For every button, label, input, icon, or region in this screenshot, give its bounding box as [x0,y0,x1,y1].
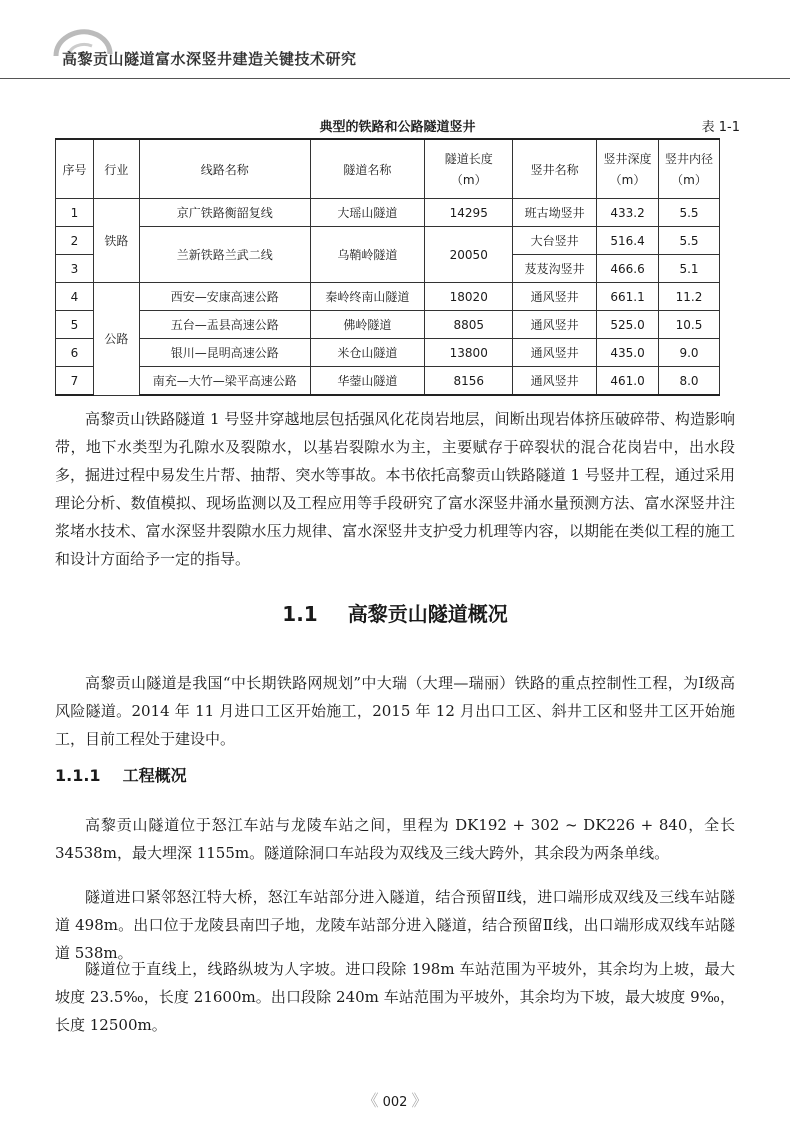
left-ornament-icon: 《 [362,1091,379,1110]
subsection-heading [55,763,187,786]
col-header: 竖井名称 [513,139,597,199]
col-header: 隧道名称 [310,139,425,199]
section-number: 1.1 [282,602,318,626]
table-header-row [56,139,720,199]
col-header: 竖井深度 （m） [597,139,659,199]
page-footer [0,1088,790,1111]
table-title: 典型的铁路和公路隧道竖井 [319,120,476,135]
page-header [0,0,790,80]
table-row: 7 南充—大竹—梁平高速公路 华蓥山隧道 8156 通风竖井 461.0 8.0 [56,367,720,396]
overview-paragraph: 高黎贡山隧道是我国“中长期铁路网规划”中大瑞（大理—瑞丽）铁路的重点控制性工程，为Ⅰ级高风险隧道。2014 年 11 月进口工区开始施工，2015 年 12 月出口工区、斜井工区和竖井工区开始施工，目前工程处于建设中。 [55,674,735,748]
right-ornament-icon: 》 [411,1091,428,1110]
table-caption [55,116,740,136]
table-row: 2 兰新铁路兰武二线 乌鞘岭隧道 20050 大台竖井 516.4 5.5 [56,227,720,255]
table-row: 3 芨芨沟竖井 466.6 5.1 [56,255,720,283]
col-header: 线路名称 [139,139,310,199]
table-row: 6 银川—昆明高速公路 米仓山隧道 13800 通风竖井 435.0 9.0 [56,339,720,367]
body-paragraph: 隧道位于直线上，线路纵坡为人字坡。进口段除 198m 车站范围为平坡外，其余均为上坡，最大坡度 23.5‰，长度 21600m。出口段除 240m 车站范围为平坡外，其余均为下坡，最大坡度 9‰，长度 12500m。 [55,960,735,1034]
col-header: 隧道长度 （m） [425,139,513,199]
table-row: 5 五台—盂县高速公路 佛岭隧道 8805 通风竖井 525.0 10.5 [56,311,720,339]
shaft-table [55,138,720,396]
subsection-title: 工程概况 [122,766,187,785]
industry-rail: 铁路 [93,199,139,283]
intro-paragraph: 高黎贡山铁路隧道 1 号竖井穿越地层包括强风化花岗岩地层，间断出现岩体挤压破碎带、构造影响带，地下水类型为孔隙水及裂隙水，以基岩裂隙水为主，主要赋存于碎裂状的混合花岗岩中，出水段多，掘进过程中易发生片帮、抽帮、突水等事故。本书依托高黎贡山铁路隧道 1 号竖井工程，通过采用理论分析、数值模拟、现场监测以及工程应用等手段研究了富水深竖井涌水量预测方法、富水深竖井注浆堵水技术、富水深竖井裂隙水压力规律、富水深竖井支护受力机理等内容，以期能在类似工程的施工和设计方面给予一定的指导。 [55,410,735,568]
subsection-number: 1.1.1 [55,766,101,785]
header-rule [0,78,790,79]
table-row: 4 公路 西安—安康高速公路 秦岭终南山隧道 18020 通风竖井 661.1 11.2 [56,283,720,311]
section-title: 高黎贡山隧道概况 [347,602,508,626]
body-paragraph: 高黎贡山隧道位于怒江车站与龙陵车站之间，里程为 DK192 + 302 ~ DK226 + 840，全长 34538m，最大埋深 1155m。隧道除洞口车站段为双线及三线大跨外，其余段为两条单线。 [55,816,735,862]
section-heading [0,598,790,627]
running-title: 高黎贡山隧道富水深竖井建造关键技术研究 [62,50,357,68]
body-paragraph: 隧道进口紧邻怒江特大桥，怒江车站部分进入隧道，结合预留Ⅱ线，进口端形成双线及三线车站隧道 498m。出口位于龙陵县南凹子地，龙陵车站部分进入隧道，结合预留Ⅱ线，出口端形成双线车站隧道 538m。 [55,888,735,962]
table-row: 1 铁路 京广铁路衡韶复线 大瑶山隧道 14295 班古坳竖井 433.2 5.5 [56,199,720,227]
col-header: 竖井内径 （m） [659,139,720,199]
col-header: 序号 [56,139,94,199]
table-number: 表 1-1 [701,120,740,135]
industry-road: 公路 [93,283,139,396]
page-number: 002 [382,1095,408,1110]
col-header: 行业 [93,139,139,199]
